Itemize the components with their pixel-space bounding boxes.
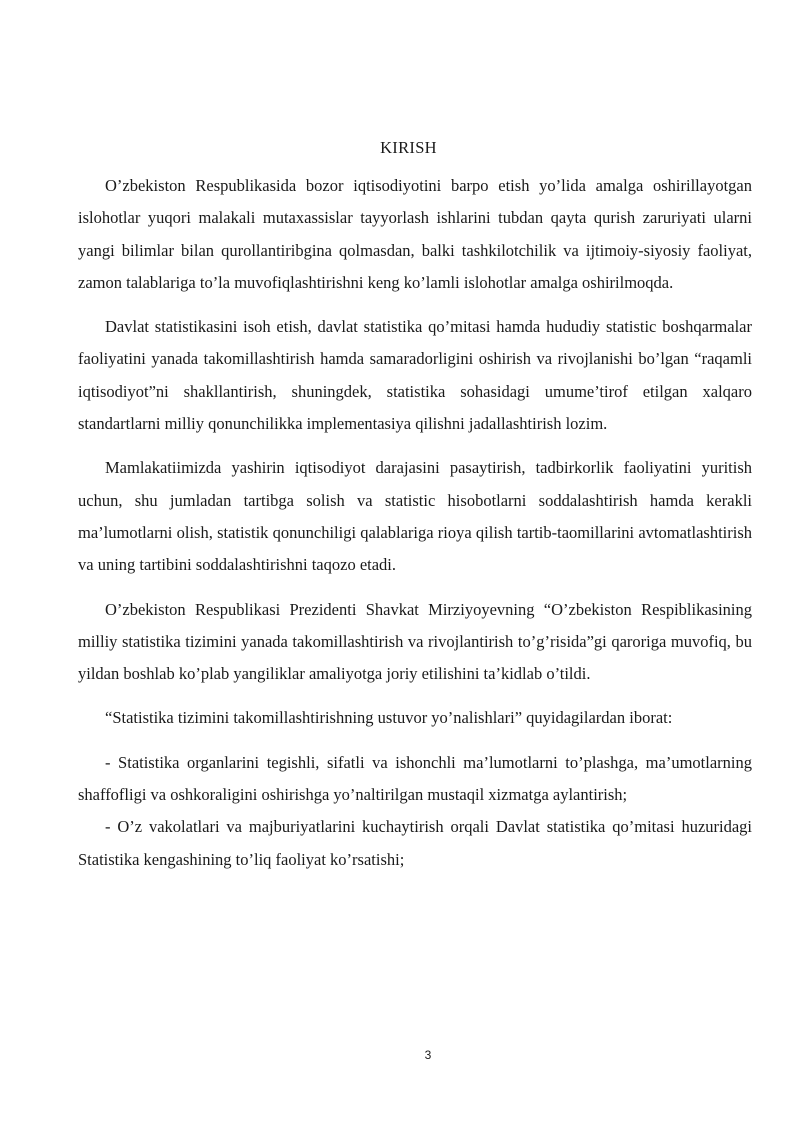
paragraph-president-decree: O’zbekiston Respublikasi Prezidenti Shavkat Mirziyoyevning “O’zbekiston Respiblikasining milliy statistika tizimini yanada takomillashtirish va rivojlantirish to’g’risida”gi qaroriga muvofiq, bu yildan boshlab ko’plab yangiliklar amaliyotga joriy etilishini ta’kidlab o’tildi. [78,599,752,684]
paragraph-state-statistics: Davlat statistikasini isoh etish, davlat statistika qo’mitasi hamda hududiy statistic boshqarmalar faoliyatini yanada takomillashtirish hamda samaradorligini oshirish va rivojlanishi bo’lgan “raqamli iqtisodiyot”ni shakllantirish, shuningdek, statistika sohasidagi umume’tirof etilgan xalqaro standartlarni milliy qonunchilikka implementasiya qilishni jadallashtirish lozim. [78,317,752,434]
list-item-statistics-organs: - Statistika organlarini tegishli, sifatli va ishonchli ma’lumotlarni to’plashga, ma’umotlarning shaffofligi va oshkoraligini oshirishga yo’naltirilgan mustaqil xizmatga aylantirish; [78,752,752,805]
paragraph-priority-directions: “Statistika tizimini takomillashtirishning ustuvor yo’nalishlari” quyidagilardan iborat: [105,708,673,728]
document-body [78,170,752,876]
section-title: KIRISH [380,138,437,157]
list-item-statistics-council: - O’z vakolatlari va majburiyatlarini kuchaytirish orqali Davlat statistika qo’mitasi huzuridagi Statistika kengashining to’liq faoliyat ko’rsatishi; [78,817,752,869]
paragraph-hidden-economy: Mamlakatiimizda yashirin iqtisodiyot darajasini pasaytirish, tadbirkorlik faoliyatini yuritish uchun, shu jumladan tartibga solish va statistic hisobotlarni soddalashtirish hamda kerakli ma’lumotlarni olish, statistik qonunchiligi qalablariga rioya qilish tartib-taomillarini avtomatlashtirish va uning tartibini soddalashtirishni taqozo etadi. [78,458,752,575]
page-number: 3 [424,1048,432,1062]
paragraph-introduction: O’zbekiston Respublikasida bozor iqtisodiyotini barpo etish yo’lida amalga oshirillayotgan islohotlar yuqori malakali mutaxassislar tayyorlash ishlarini tubdan qayta qurish zaruriyati ularni yangi bilimlar bilan qurollantiribgina qolmasdan, balki tashkilotchilik va ijtimoiy-siyosiy faoliyat, zamon talablariga to’la muvofiqlashtirishni keng ko’lamli islohotlar amalga oshirilmoqda. [78,176,752,292]
